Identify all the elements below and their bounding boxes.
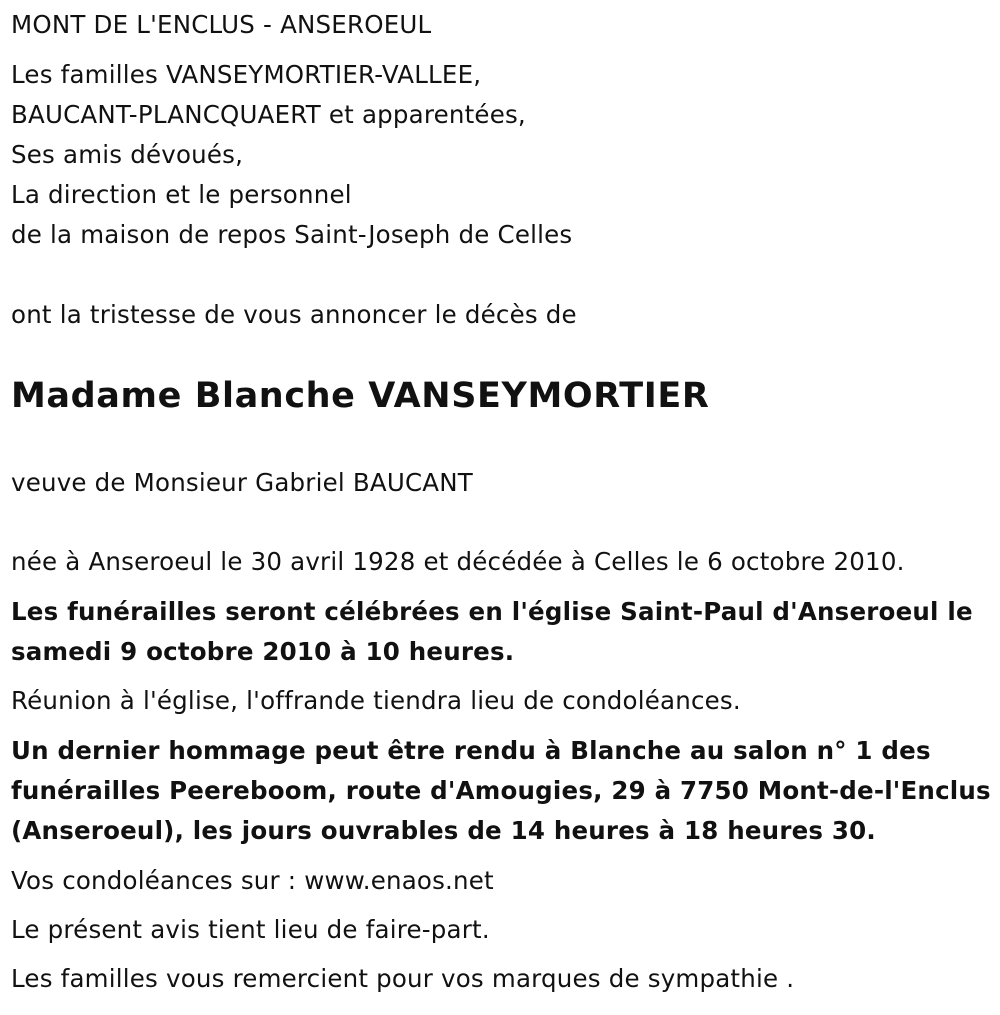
gathering-text: Réunion à l'église, l'offrande tiendra lieu de condoléances. [11, 686, 741, 715]
tribute-line: (Anseroeul), les jours ouvrables de 14 heures à 18 heures 30. [11, 816, 876, 845]
families-line: La direction et le personnel [11, 180, 352, 209]
thanks-text: Les familles vous remercient pour vos marques de sympathie . [11, 964, 795, 993]
deceased-name: Madame Blanche VANSEYMORTIER [11, 376, 710, 416]
families-line: Les familles VANSEYMORTIER-VALLEE, [11, 60, 482, 89]
funeral-line: Les funérailles seront célébrées en l'église Saint-Paul d'Anseroeul le [11, 597, 973, 626]
families-line: de la maison de repos Saint-Joseph de Celles [11, 220, 573, 249]
birth-death-text: née à Anseroeul le 30 avril 1928 et décédée à Celles le 6 octobre 2010. [11, 547, 905, 576]
families-line: Ses amis dévoués, [11, 140, 244, 169]
tribute-line: funérailles Peereboom, route d'Amougies, 29 à 7750 Mont-de-l'Enclus [11, 776, 991, 805]
widow-of-text: veuve de Monsieur Gabriel BAUCANT [11, 468, 473, 497]
location-header: MONT DE L'ENCLUS - ANSEROEUL [11, 10, 432, 39]
families-line: BAUCANT-PLANCQUAERT et apparentées, [11, 100, 526, 129]
notice-text: Le présent avis tient lieu de faire-part. [11, 915, 490, 944]
tribute-line: Un dernier hommage peut être rendu à Blanche au salon n° 1 des [11, 736, 931, 765]
funeral-line: samedi 9 octobre 2010 à 10 heures. [11, 637, 515, 666]
condolences-text: Vos condoléances sur : www.enaos.net [11, 866, 494, 895]
announcement-text: ont la tristesse de vous annoncer le décès de [11, 300, 577, 329]
